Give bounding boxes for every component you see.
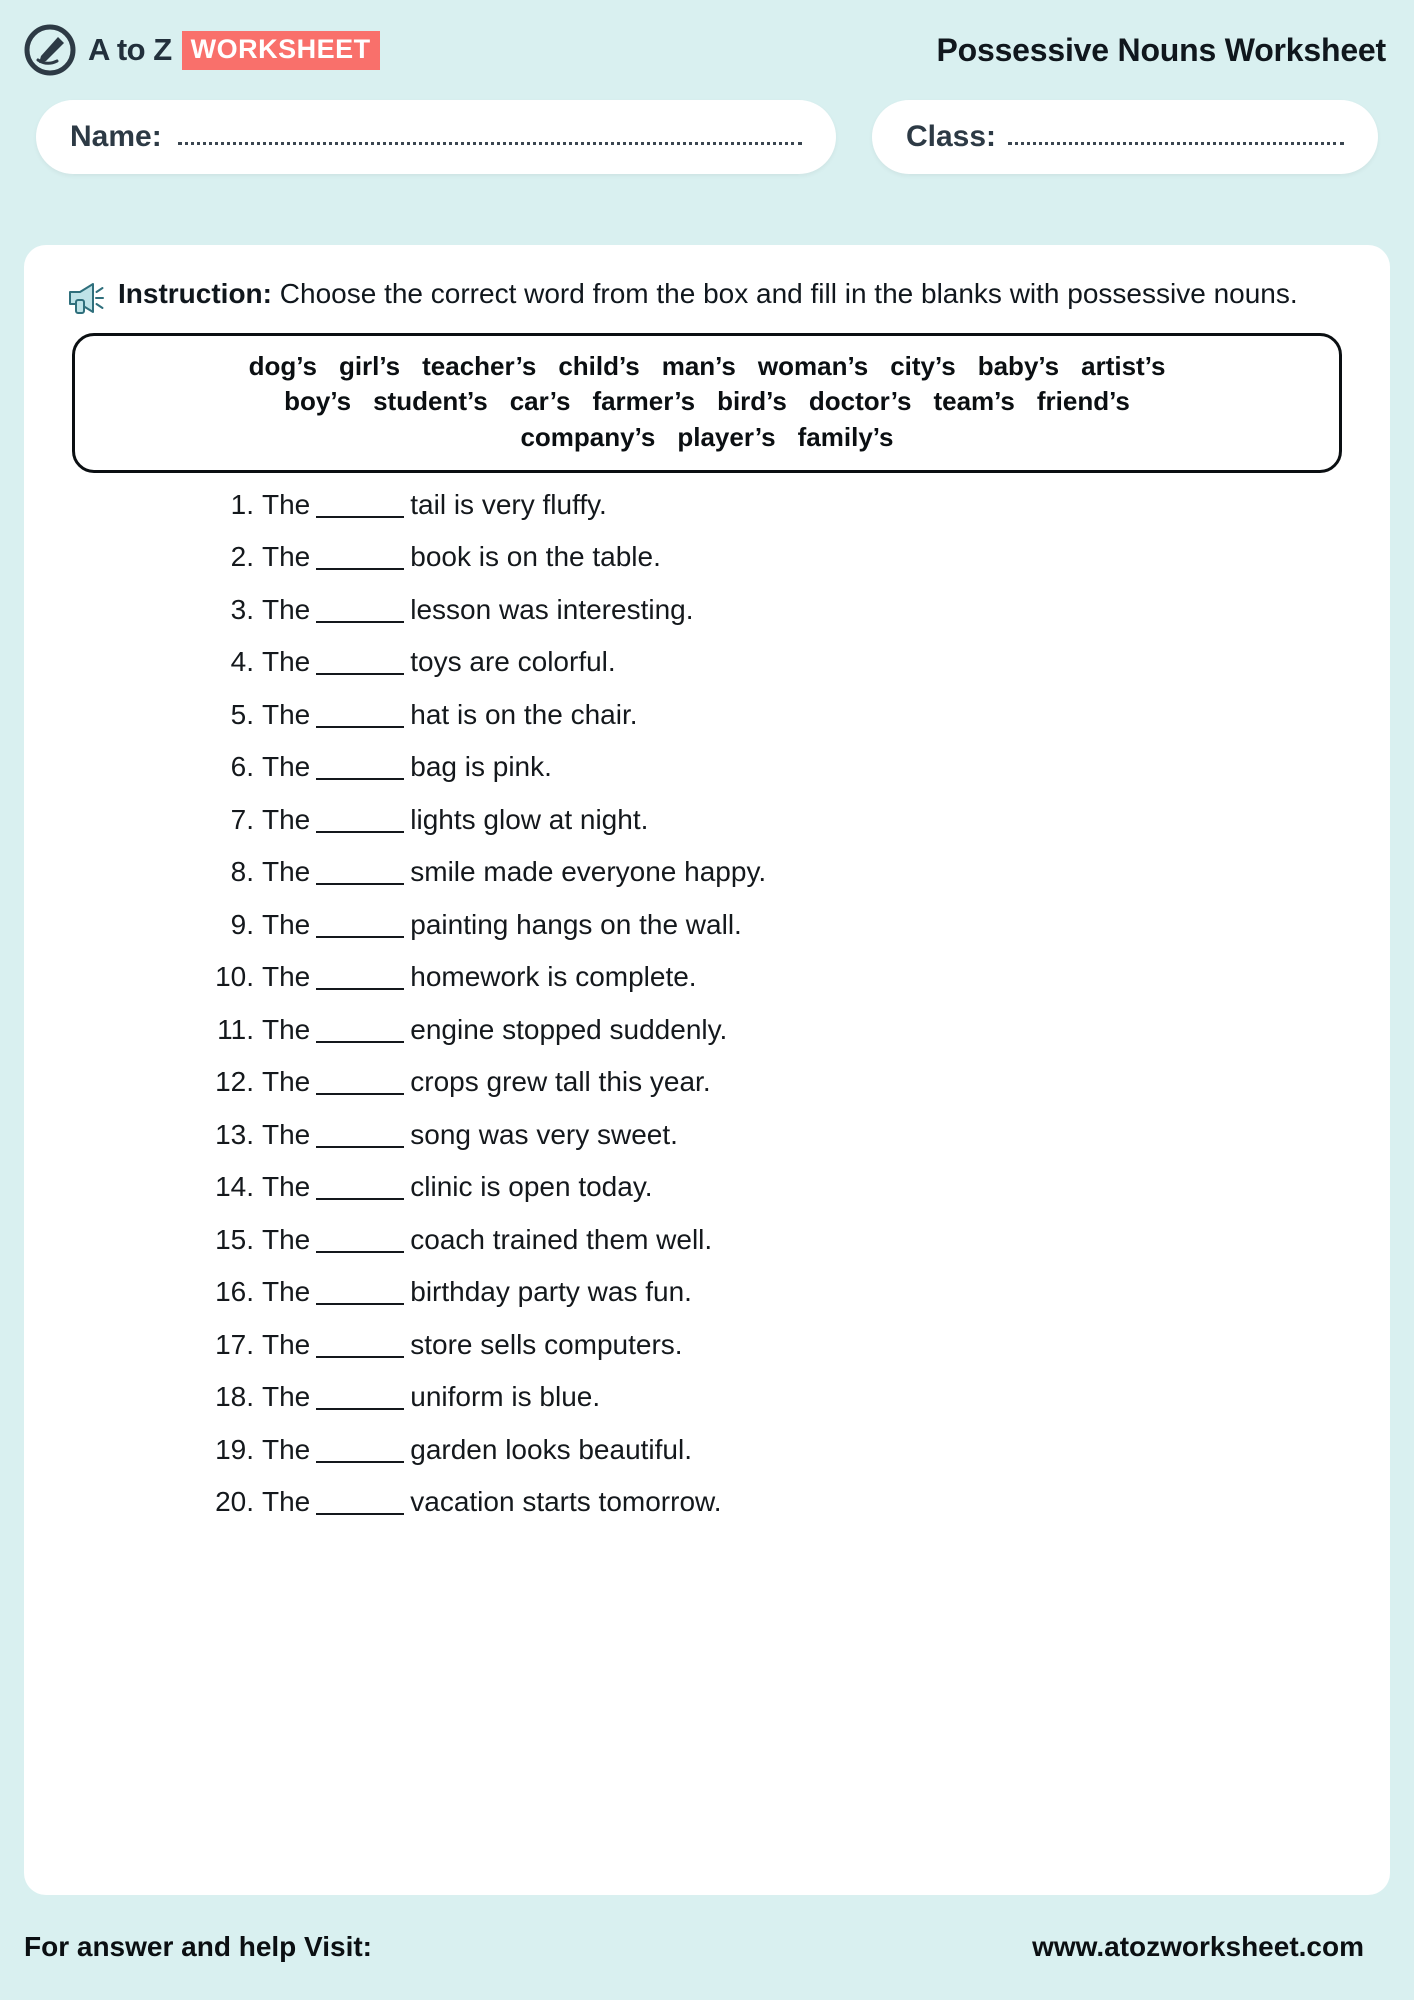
question-suffix: song was very sweet. bbox=[410, 1118, 678, 1150]
answer-blank[interactable] bbox=[316, 1356, 404, 1358]
question-suffix: engine stopped suddenly. bbox=[410, 1013, 728, 1045]
question-number: 8. bbox=[230, 856, 254, 888]
question-row bbox=[204, 1171, 1360, 1224]
question-prefix: The bbox=[262, 908, 311, 940]
question-prefix: The bbox=[262, 751, 311, 783]
question-text bbox=[262, 1066, 711, 1098]
question-row bbox=[204, 1066, 1360, 1119]
brand-name-primary: A to Z bbox=[88, 32, 172, 67]
question-text bbox=[262, 961, 697, 993]
question-number: 17. bbox=[215, 1328, 254, 1360]
answer-blank[interactable] bbox=[316, 1513, 404, 1515]
question-suffix: birthday party was fun. bbox=[410, 1276, 692, 1308]
instruction-lead: Instruction: bbox=[118, 278, 272, 309]
class-label: Class: bbox=[906, 120, 997, 153]
question-number: 9. bbox=[230, 908, 254, 940]
question-text bbox=[262, 1119, 678, 1151]
question-number: 2. bbox=[230, 541, 254, 573]
question-suffix: lights glow at night. bbox=[410, 803, 649, 835]
question-row bbox=[204, 646, 1360, 699]
question-row bbox=[204, 1381, 1360, 1434]
word-bank-item[interactable]: woman’s bbox=[757, 351, 869, 381]
question-suffix: tail is very fluffy. bbox=[410, 488, 607, 520]
question-row bbox=[204, 1224, 1360, 1277]
question-text bbox=[262, 594, 694, 626]
question-text bbox=[262, 1171, 653, 1203]
question-number: 16. bbox=[215, 1276, 254, 1308]
question-prefix: The bbox=[262, 593, 311, 625]
question-number: 3. bbox=[230, 593, 254, 625]
word-bank-item[interactable]: artist’s bbox=[1081, 351, 1166, 381]
student-info-row bbox=[0, 100, 1414, 180]
question-text bbox=[262, 856, 766, 888]
question-number: 19. bbox=[215, 1433, 254, 1465]
instruction-text bbox=[118, 275, 1298, 313]
word-bank-item[interactable]: player’s bbox=[677, 421, 776, 452]
footer-help-text: For answer and help Visit: bbox=[24, 1931, 373, 1962]
question-number: 14. bbox=[215, 1171, 254, 1203]
answer-blank[interactable] bbox=[316, 883, 404, 885]
name-label: Name: bbox=[70, 120, 162, 153]
answer-blank[interactable] bbox=[316, 673, 404, 675]
answer-blank[interactable] bbox=[316, 1303, 404, 1305]
question-number: 5. bbox=[230, 698, 254, 730]
question-row bbox=[204, 594, 1360, 647]
question-row bbox=[204, 489, 1360, 542]
question-text bbox=[262, 751, 552, 783]
megaphone-icon bbox=[66, 279, 106, 317]
question-prefix: The bbox=[262, 1171, 311, 1203]
question-suffix: book is on the table. bbox=[410, 541, 661, 573]
question-number: 15. bbox=[215, 1223, 254, 1255]
question-text bbox=[262, 804, 648, 836]
question-prefix: The bbox=[262, 1066, 311, 1098]
question-prefix: The bbox=[262, 1118, 311, 1150]
question-number: 12. bbox=[215, 1066, 254, 1098]
answer-blank[interactable] bbox=[316, 1198, 404, 1200]
question-number: 7. bbox=[230, 803, 254, 835]
question-text bbox=[262, 1329, 683, 1361]
question-prefix: The bbox=[262, 1223, 311, 1255]
word-bank-item[interactable]: doctor’s bbox=[808, 386, 912, 417]
answer-blank[interactable] bbox=[316, 621, 404, 623]
class-input-line[interactable] bbox=[1008, 142, 1344, 145]
word-bank-item[interactable]: girl’s bbox=[338, 351, 401, 381]
question-prefix: The bbox=[262, 1328, 311, 1360]
answer-blank[interactable] bbox=[316, 1408, 404, 1410]
question-suffix: toys are colorful. bbox=[410, 646, 616, 678]
question-number: 13. bbox=[215, 1118, 254, 1150]
question-suffix: bag is pink. bbox=[410, 751, 552, 783]
word-bank-item[interactable]: boy’s bbox=[284, 386, 352, 417]
answer-blank[interactable] bbox=[316, 1146, 404, 1148]
question-prefix: The bbox=[262, 961, 311, 993]
question-row bbox=[204, 751, 1360, 804]
word-bank-row bbox=[99, 350, 1315, 383]
question-suffix: hat is on the chair. bbox=[410, 698, 638, 730]
question-suffix: crops grew tall this year. bbox=[410, 1066, 711, 1098]
class-field-box[interactable] bbox=[872, 100, 1378, 174]
question-row bbox=[204, 856, 1360, 909]
pen-in-circle-logo-icon bbox=[24, 24, 76, 76]
question-row bbox=[204, 1434, 1360, 1487]
question-suffix: garden looks beautiful. bbox=[410, 1433, 692, 1465]
word-bank-item[interactable]: team’s bbox=[933, 386, 1015, 417]
question-number: 20. bbox=[215, 1486, 254, 1518]
question-number: 10. bbox=[215, 961, 254, 993]
word-bank-item[interactable]: company’s bbox=[520, 421, 656, 452]
question-text bbox=[262, 646, 616, 678]
question-prefix: The bbox=[262, 541, 311, 573]
word-bank-item[interactable]: city’s bbox=[890, 351, 956, 381]
question-text bbox=[262, 699, 638, 731]
question-text bbox=[262, 1434, 692, 1466]
word-bank-item[interactable]: bird’s bbox=[717, 386, 787, 417]
question-suffix: uniform is blue. bbox=[410, 1381, 601, 1413]
word-bank-item[interactable]: friend’s bbox=[1036, 386, 1130, 417]
question-number: 11. bbox=[217, 1013, 254, 1045]
answer-blank[interactable] bbox=[316, 568, 404, 570]
question-text bbox=[262, 541, 661, 573]
page-title: Possessive Nouns Worksheet bbox=[936, 31, 1386, 68]
word-bank-item[interactable]: teacher’s bbox=[422, 351, 537, 381]
question-suffix: smile made everyone happy. bbox=[410, 856, 767, 888]
question-prefix: The bbox=[262, 1486, 311, 1518]
answer-blank[interactable] bbox=[316, 516, 404, 518]
question-row bbox=[204, 541, 1360, 594]
question-number: 6. bbox=[230, 751, 254, 783]
question-suffix: store sells computers. bbox=[410, 1328, 683, 1360]
answer-blank[interactable] bbox=[316, 726, 404, 728]
question-prefix: The bbox=[262, 646, 311, 678]
question-row bbox=[204, 961, 1360, 1014]
question-prefix: The bbox=[262, 1381, 311, 1413]
question-suffix: coach trained them well. bbox=[410, 1223, 713, 1255]
question-text bbox=[262, 1486, 721, 1518]
worksheet-card bbox=[24, 245, 1390, 1895]
question-row bbox=[204, 699, 1360, 752]
question-suffix: vacation starts tomorrow. bbox=[410, 1486, 722, 1518]
question-row bbox=[204, 1119, 1360, 1172]
question-row bbox=[204, 1014, 1360, 1067]
question-prefix: The bbox=[262, 488, 311, 520]
word-bank-item[interactable]: farmer’s bbox=[592, 386, 696, 417]
footer-website-link[interactable]: www.atozworksheet.com bbox=[1032, 1931, 1364, 1962]
answer-blank[interactable] bbox=[316, 1461, 404, 1463]
instruction-body: Choose the correct word from the box and fill in the blanks with possessive nouns. bbox=[279, 278, 1298, 309]
answer-blank[interactable] bbox=[316, 778, 404, 780]
page-header bbox=[0, 0, 1414, 100]
question-text bbox=[262, 1014, 727, 1046]
answer-blank[interactable] bbox=[316, 1041, 404, 1043]
question-text bbox=[262, 489, 607, 521]
question-list bbox=[54, 489, 1360, 1539]
question-suffix: homework is complete. bbox=[410, 961, 697, 993]
page-footer bbox=[0, 1908, 1414, 2000]
question-prefix: The bbox=[262, 803, 311, 835]
question-row bbox=[204, 909, 1360, 962]
question-row bbox=[204, 1276, 1360, 1329]
question-row bbox=[204, 804, 1360, 857]
word-bank-item[interactable]: baby’s bbox=[977, 351, 1060, 381]
question-row bbox=[204, 1329, 1360, 1382]
question-text bbox=[262, 1381, 600, 1413]
question-prefix: The bbox=[262, 698, 311, 730]
answer-blank[interactable] bbox=[316, 1093, 404, 1095]
question-prefix: The bbox=[262, 1013, 311, 1045]
name-field-box[interactable] bbox=[36, 100, 836, 174]
question-text bbox=[262, 1276, 692, 1308]
question-text bbox=[262, 1224, 712, 1256]
instruction-block bbox=[54, 271, 1360, 317]
question-suffix: lesson was interesting. bbox=[410, 593, 694, 625]
question-suffix: clinic is open today. bbox=[410, 1171, 653, 1203]
word-bank-item[interactable]: car’s bbox=[509, 386, 571, 417]
question-prefix: The bbox=[262, 856, 311, 888]
brand-logo[interactable] bbox=[24, 24, 380, 76]
answer-blank[interactable] bbox=[316, 936, 404, 938]
word-bank-row bbox=[99, 385, 1315, 418]
question-prefix: The bbox=[262, 1433, 311, 1465]
answer-blank[interactable] bbox=[316, 988, 404, 990]
word-bank-row bbox=[99, 421, 1315, 454]
question-number: 1. bbox=[230, 488, 254, 520]
name-input-line[interactable] bbox=[178, 142, 802, 145]
word-bank-item[interactable]: child’s bbox=[558, 351, 640, 381]
word-bank bbox=[72, 333, 1342, 473]
answer-blank[interactable] bbox=[316, 1251, 404, 1253]
question-number: 4. bbox=[230, 646, 254, 678]
answer-blank[interactable] bbox=[316, 831, 404, 833]
question-number: 18. bbox=[215, 1381, 254, 1413]
question-text bbox=[262, 909, 742, 941]
question-prefix: The bbox=[262, 1276, 311, 1308]
question-row bbox=[204, 1486, 1360, 1539]
word-bank-item[interactable]: dog’s bbox=[248, 351, 317, 381]
word-bank-item[interactable]: student’s bbox=[373, 386, 488, 417]
brand-name-badge: WORKSHEET bbox=[182, 31, 380, 70]
word-bank-item[interactable]: family’s bbox=[797, 421, 894, 452]
word-bank-item[interactable]: man’s bbox=[661, 351, 736, 381]
question-suffix: painting hangs on the wall. bbox=[410, 908, 742, 940]
